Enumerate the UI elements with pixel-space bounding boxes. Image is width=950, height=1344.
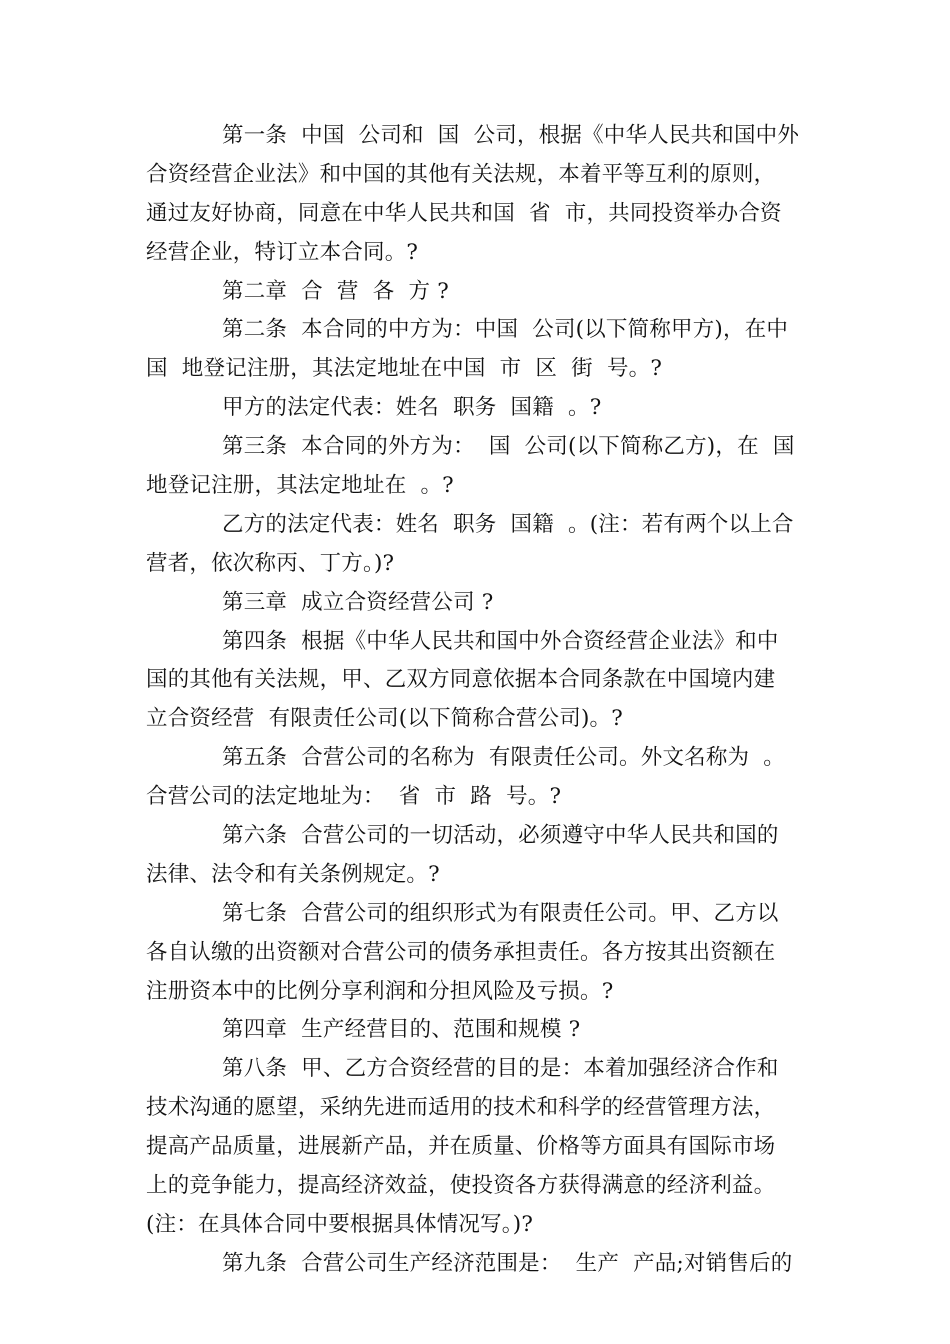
document-line: 提高产品质量，进展新产品，并在质量、价格等方面具有国际市场 bbox=[146, 1134, 776, 1160]
document-line: 甲方的法定代表：姓名 职务 国籍 。? bbox=[222, 395, 602, 421]
document-line: 第五条 合营公司的名称为 有限责任公司。外文名称为 。 bbox=[222, 745, 786, 771]
document-line: 国的其他有关法规，甲、乙双方同意依据本合同条款在中国境内建 bbox=[146, 667, 776, 693]
document-line: 第三条 本合同的外方为： 国 公司(以下简称乙方)，在 国 bbox=[222, 434, 795, 460]
document-line: 第一条 中国 公司和 国 公司，根据《中华人民共和国中外 bbox=[222, 123, 800, 148]
document-line: 第二条 本合同的中方为：中国 公司(以下简称甲方)，在中 bbox=[222, 317, 789, 343]
document-line: 合营公司的法定地址为： 省 市 路 号。? bbox=[146, 784, 562, 810]
document-line: 第三章 成立合资经营公司 ? bbox=[222, 589, 494, 615]
document-line: 经营企业，特订立本合同。? bbox=[146, 239, 419, 265]
document-line: 合资经营企业法》和中国的其他有关法规，本着平等互利的原则， bbox=[146, 161, 776, 187]
document-line: 第六条 合营公司的一切活动，必须遵守中华人民共和国的 bbox=[222, 823, 779, 849]
document-line: 第八条 甲、乙方合资经营的目的是：本着加强经济合作和 bbox=[222, 1056, 779, 1082]
document-line: 乙方的法定代表：姓名 职务 国籍 。(注：若有两个以上合 bbox=[222, 511, 794, 537]
document-line: 法律、法令和有关条例规定。? bbox=[146, 861, 440, 887]
document-line: 注册资本中的比例分享利润和分担风险及亏损。? bbox=[146, 978, 614, 1004]
document-line: 第四章 生产经营目的、范围和规模 ? bbox=[222, 1017, 581, 1043]
document-line: 第二章 合 营 各 方 ? bbox=[222, 278, 449, 304]
document-line: 第四条 根据《中华人民共和国中外合资经营企业法》和中 bbox=[222, 628, 779, 654]
document-line: 地登记注册，其法定地址在 。? bbox=[146, 473, 454, 499]
document-line: 技术沟通的愿望，采纳先进而适用的技术和科学的经营管理方法， bbox=[146, 1095, 776, 1121]
document-line: 第七条 合营公司的组织形式为有限责任公司。甲、乙方以 bbox=[222, 900, 779, 926]
document-line: 国 地登记注册，其法定地址在中国 市 区 街 号。? bbox=[146, 356, 663, 382]
document-line: 立合资经营 有限责任公司(以下简称合营公司)。? bbox=[146, 706, 623, 732]
document-body bbox=[146, 117, 806, 1284]
document-line: 第九条 合营公司生产经济范围是： 生产 产品;对销售后的 bbox=[222, 1250, 793, 1276]
document-line: 上的竞争能力，提高经济效益，使投资各方获得满意的经济利益。 bbox=[146, 1173, 776, 1199]
document-line: 营者，依次称丙、丁方。)? bbox=[146, 550, 395, 576]
document-line: (注：在具体合同中要根据具体情况写。)? bbox=[146, 1211, 534, 1237]
document-line: 通过友好协商，同意在中华人民共和国 省 市，共同投资举办合资 bbox=[146, 200, 782, 226]
document-line: 各自认缴的出资额对合营公司的债务承担责任。各方按其出资额在 bbox=[146, 939, 776, 965]
